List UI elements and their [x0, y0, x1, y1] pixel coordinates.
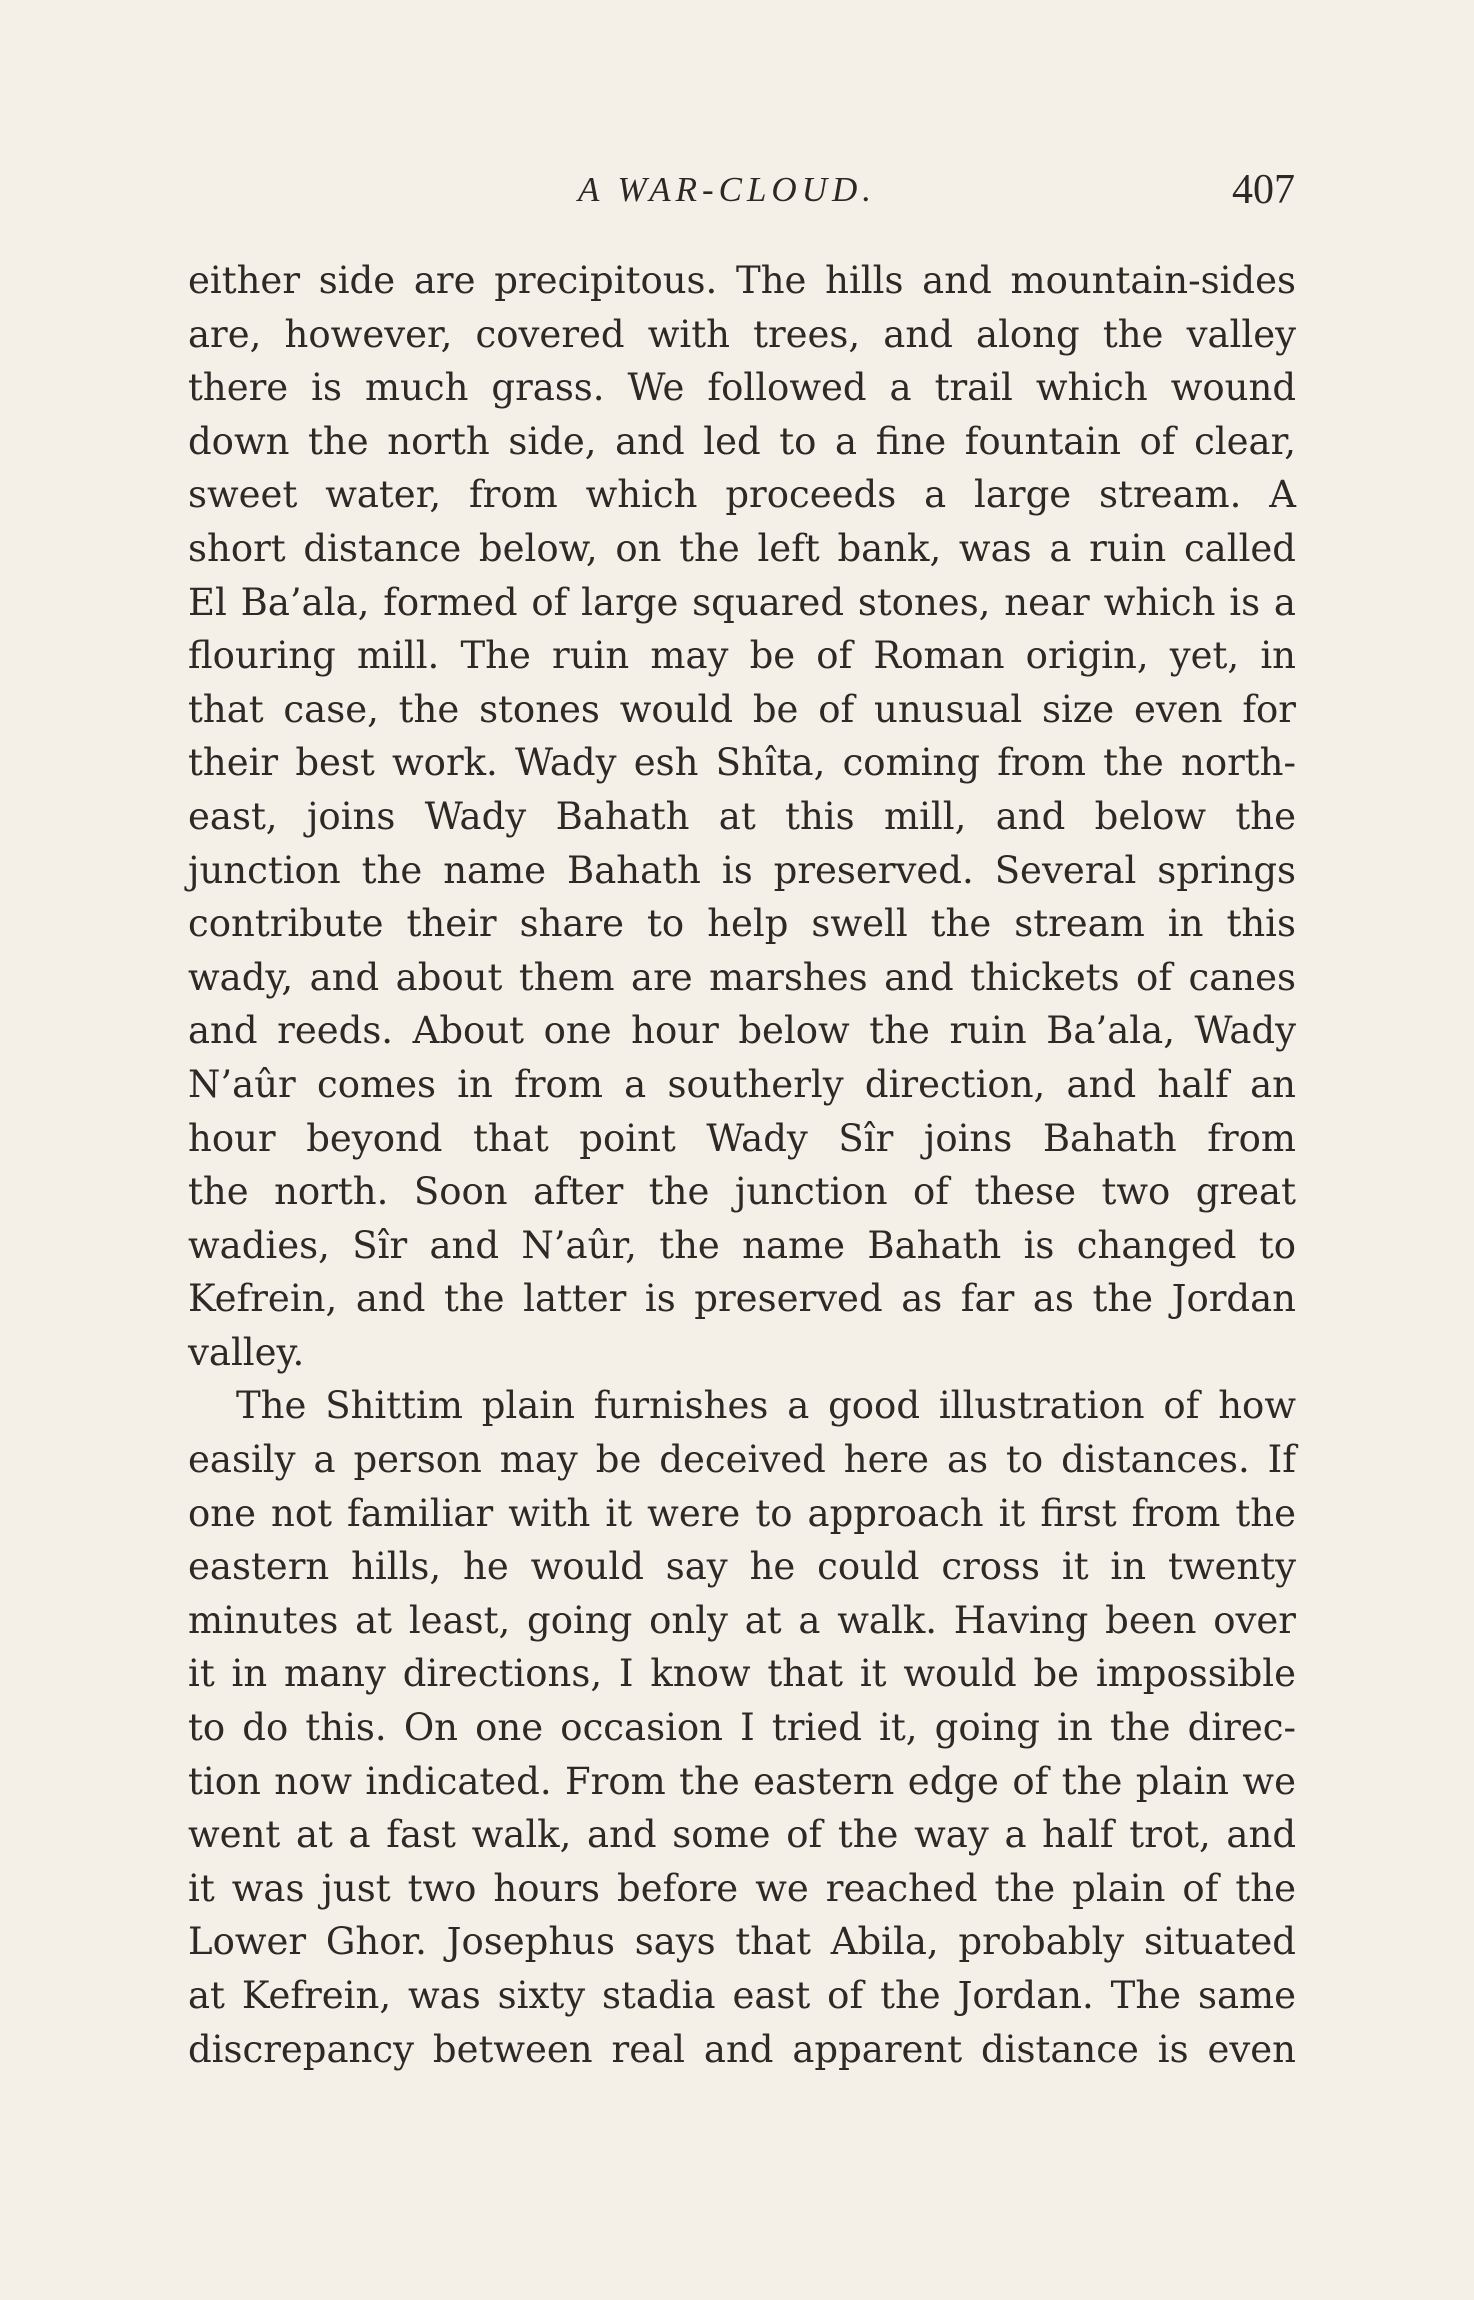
text-line: that case, the stones would be of unusual size even for	[188, 687, 1296, 731]
text-line: minutes at least, going only at a walk. Having been over	[188, 1598, 1296, 1642]
text-line: wadies, Sîr and N’aûr, the name Bahath is changed to	[188, 1223, 1296, 1267]
text-line: there is much grass. We followed a trail which wound	[188, 366, 1296, 410]
text-line: wady, and about them are marshes and thickets of canes	[188, 955, 1296, 999]
text-line: it in many directions, I know that it would be impossible	[188, 1652, 1296, 1696]
text-line: to do this. On one occasion I tried it, going in the direc-	[188, 1706, 1296, 1750]
text-line: are, however, covered with trees, and along the valley	[188, 312, 1296, 356]
text-line: junction the name Bahath is preserved. Several springs	[188, 848, 1296, 892]
page-number: 407	[1232, 167, 1295, 213]
text-line: contribute their share to help swell the stream in this	[188, 902, 1296, 946]
text-line: eastern hills, he would say he could cross it in twenty	[188, 1545, 1296, 1589]
text-line: easily a person may be deceived here as to distances. If	[188, 1438, 1296, 1482]
text-line: hour beyond that point Wady Sîr joins Bahath from	[188, 1116, 1296, 1160]
text-line: short distance below, on the left bank, was a ruin called	[188, 526, 1296, 570]
text-line: sweet water, from which proceeds a large stream. A	[188, 473, 1296, 517]
text-line: at Kefrein, was sixty stadia east of the Jordan. The same	[188, 1974, 1296, 2017]
text-line: east, joins Wady Bahath at this mill, and below the	[188, 794, 1296, 838]
text-line: El Ba’ala, formed of large squared stones, near which is a	[188, 580, 1296, 624]
running-title: A WAR-CLOUD.	[578, 170, 877, 209]
text-line: tion now indicated. From the eastern edge of the plain we	[188, 1759, 1296, 1803]
text-line: flouring mill. The ruin may be of Roman origin, yet, in	[188, 634, 1296, 678]
text-line: Lower Ghor. Josephus says that Abila, probably situated	[188, 1920, 1296, 1964]
paragraph-start-line: The Shittim plain furnishes a good illustration of how	[236, 1384, 1296, 1428]
text-line: either side are precipitous. The hills and mountain-sides	[188, 259, 1296, 302]
text-line: down the north side, and led to a fine fountain of clear,	[188, 419, 1296, 463]
running-head	[0, 168, 1474, 228]
text-line: it was just two hours before we reached the plain of the	[188, 1866, 1296, 1910]
text-line: the north. Soon after the junction of these two great	[188, 1170, 1296, 1214]
text-line: Kefrein, and the latter is preserved as far as the Jordan	[188, 1277, 1296, 1321]
text-line: one not familiar with it were to approach it first from the	[188, 1491, 1296, 1535]
text-line: valley.	[188, 1330, 305, 1374]
text-line: went at a fast walk, and some of the way a half trot, and	[188, 1813, 1296, 1857]
body-text	[188, 254, 1296, 2076]
text-line: and reeds. About one hour below the ruin Ba’ala, Wady	[188, 1009, 1296, 1053]
text-line: discrepancy between real and apparent distance is even	[188, 2027, 1296, 2071]
text-line: N’aûr comes in from a southerly direction, and half an	[188, 1062, 1296, 1106]
text-line: their best work. Wady esh Shîta, coming from the north-	[188, 741, 1296, 785]
